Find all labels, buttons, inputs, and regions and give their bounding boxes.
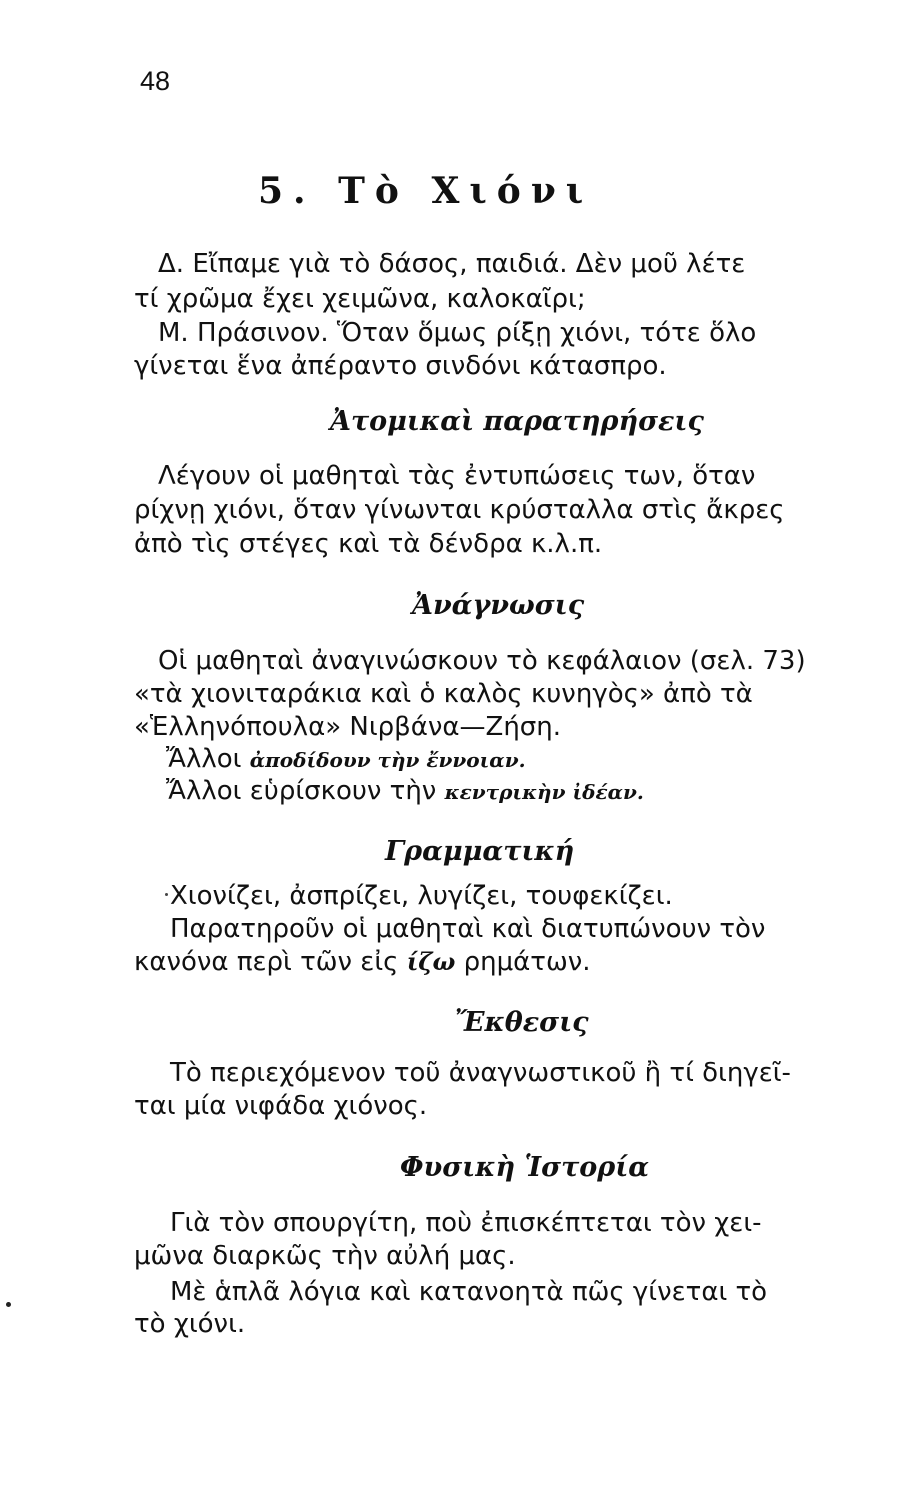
observations-line-3: ἀπὸ τὶς στέγες καὶ τὰ δένδρα κ.λ.π.: [134, 529, 603, 559]
observations-line-2: ρίχνῃ χιόνι, ὅταν γίνωνται κρύσταλλα στὶς ἄκρες: [134, 495, 785, 525]
reading-line-3: «Ἑλληνόπουλα» Νιρβάνα—Ζήση.: [134, 712, 562, 742]
grammar-line-3-suffix: ρημάτων.: [463, 947, 591, 977]
heading-natural-history: Φυσικὴ Ἱστορία: [400, 1152, 650, 1183]
natural-history-line-2: μῶνα διαρκῶς τὴν αὐλή μας.: [134, 1241, 516, 1271]
intro-line-3: Μ. Πράσινον. Ὅταν ὅμως ρίξῃ χιόνι, τότε ὅλο: [158, 318, 757, 348]
page-number: 48: [140, 66, 171, 96]
report-line-1: Τὸ περιεχόμενον τοῦ ἀναγνωστικοῦ ἢ τί διηγεῖ-: [170, 1058, 791, 1088]
reading-line-4-emphasis: ἀποδίδουν τὴν ἔννοιαν.: [249, 748, 526, 772]
observations-line-1: Λέγουν οἱ μαθηταὶ τὰς ἐντυπώσεις των, ὅταν: [158, 461, 756, 491]
intro-line-1: Δ. Εἴπαμε γιὰ τὸ δάσος, παιδιά. Δὲν μοῦ λέτε: [158, 249, 746, 279]
grammar-line-2: Παρατηροῦν οἱ μαθηταὶ καὶ διατυπώνουν τὸν: [170, 914, 766, 944]
grammar-line-3-emphasis: ίζω: [406, 947, 456, 976]
grammar-line-3-prefix: κανόνα περὶ τῶν εἰς: [134, 947, 399, 977]
chapter-title: 5. Τὸ Χιόνι: [258, 170, 594, 212]
reading-line-4-prefix: Ἄλλοι: [166, 744, 242, 774]
heading-grammar: Γραμματική: [385, 836, 575, 867]
grammar-line-3: [134, 946, 591, 978]
natural-history-line-1: Γιὰ τὸν σπουργίτη, ποὺ ἐπισκέπτεται τὸν χει-: [170, 1208, 762, 1238]
grammar-line-1: Χιονίζει, ἀσπρίζει, λυγίζει, τουφεκίζει.: [170, 881, 673, 911]
reading-line-2: «τὰ χιονιταράκια καὶ ὁ καλὸς κυνηγὸς» ἀπὸ τὰ: [134, 679, 753, 709]
intro-line-4: γίνεται ἕνα ἀπέραντο σινδόνι κάτασπρο.: [134, 351, 667, 381]
report-line-2: ται μία νιφάδα χιόνος.: [134, 1091, 428, 1121]
reading-line-4: [166, 743, 526, 776]
reading-line-5: [166, 775, 644, 808]
natural-history-line-4: τὸ χιόνι.: [134, 1309, 246, 1339]
print-speck: [165, 893, 168, 896]
margin-speck: [6, 1302, 11, 1307]
reading-line-5-emphasis: κεντρικὴν ἰδέαν.: [444, 780, 644, 804]
reading-line-1: Οἱ μαθηταὶ ἀναγινώσκουν τὸ κεφάλαιον (σελ. 73): [158, 646, 806, 676]
reading-line-5-prefix: Ἄλλοι εὑρίσκουν τὴν: [166, 776, 437, 806]
heading-report: Ἔκθεσις: [455, 1007, 589, 1038]
intro-line-2: τί χρῶμα ἔχει χειμῶνα, καλοκαῖρι;: [134, 284, 586, 314]
natural-history-line-3: Μὲ ἁπλᾶ λόγια καὶ κατανοητὰ πῶς γίνεται τὸ: [170, 1277, 768, 1307]
heading-observations: Ἀτομικαὶ παρατηρήσεις: [330, 406, 704, 437]
heading-reading: Ἀνάγνωσις: [412, 590, 585, 621]
